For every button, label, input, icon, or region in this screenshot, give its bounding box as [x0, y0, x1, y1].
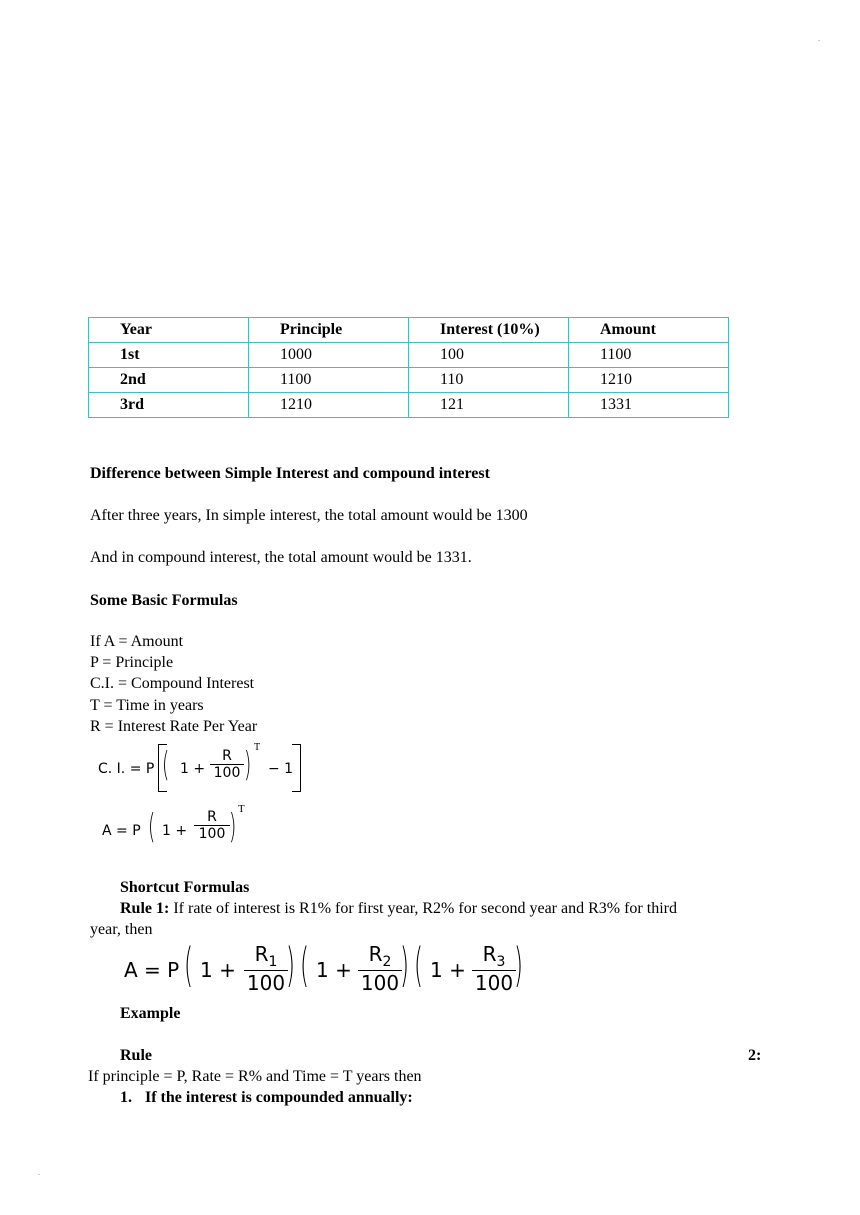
rule2-text: If principle = P, Rate = R% and Time = T years then: [88, 1068, 422, 1085]
rule2-item-number: 1.: [120, 1089, 132, 1106]
header-year: Year: [89, 318, 249, 343]
table-row: [89, 368, 729, 393]
cell-year: 2nd: [89, 368, 249, 393]
rule1-text: If rate of interest is R1% for first year, R2% for second year and R3% for third: [169, 900, 677, 917]
ci-lhs: C. I. = P: [98, 761, 155, 777]
ci-right-bracket: [292, 744, 301, 792]
ci-left-paren: (: [162, 745, 170, 785]
cell-year: 1st: [89, 343, 249, 368]
a-right-paren: ): [229, 807, 237, 847]
a-denominator: 100: [194, 825, 230, 842]
compound-interest-table: [88, 317, 729, 418]
r1-denominator-2: 100: [358, 970, 402, 995]
ci-right-paren: ): [244, 745, 252, 785]
def-compound-interest: C.I. = Compound Interest: [90, 675, 255, 692]
r1-lhs: A = P: [124, 958, 180, 982]
r1-left-paren-1: (: [184, 938, 193, 992]
r1-right-paren-2: ): [400, 938, 409, 992]
page-dot-top: .: [818, 34, 820, 43]
ci-fraction: [210, 748, 244, 781]
r1-num-letter-3: R: [482, 942, 497, 966]
cell-amount: 1100: [569, 343, 729, 368]
r1-denominator-3: 100: [472, 970, 516, 995]
a-exponent: T: [238, 803, 245, 815]
r1-numerator-1: [244, 942, 288, 970]
r1-left-paren-3: (: [414, 938, 423, 992]
rule1-line: [120, 900, 677, 918]
header-amount: Amount: [569, 318, 729, 343]
ci-minus-one: − 1: [268, 761, 294, 777]
r1-num-sub-3: 3: [496, 954, 506, 970]
cell-interest: 121: [409, 393, 569, 418]
def-amount: If A = Amount: [90, 633, 184, 650]
cell-principle: 1100: [249, 368, 409, 393]
rule2-list-item: [120, 1089, 413, 1107]
rule2-label: Rule: [120, 1047, 152, 1064]
simple-interest-text: After three years, In simple interest, the total amount would be 1300: [90, 507, 528, 524]
r1-right-paren-1: ): [286, 938, 295, 992]
table-header-row: [89, 318, 729, 343]
cell-principle: 1000: [249, 343, 409, 368]
formula-compound-interest: [96, 740, 316, 796]
r1-right-paren-3: ): [514, 938, 523, 992]
cell-interest: 100: [409, 343, 569, 368]
rule2-item-text: If the interest is compounded annually:: [145, 1089, 413, 1106]
rule1-label: Rule 1:: [120, 900, 170, 917]
header-principle: Principle: [249, 318, 409, 343]
a-one-plus: 1 +: [162, 823, 188, 839]
compound-interest-text: And in compound interest, the total amount would be 1331.: [90, 549, 472, 566]
example-heading: Example: [120, 1005, 181, 1022]
a-lhs: A = P: [102, 823, 141, 839]
a-left-paren: (: [148, 807, 156, 847]
ci-exponent: T: [254, 742, 261, 753]
header-interest: Interest (10%): [409, 318, 569, 343]
table-row: [89, 343, 729, 368]
table-row: [89, 393, 729, 418]
formula-amount: [96, 803, 256, 859]
basic-formulas-heading: Some Basic Formulas: [90, 592, 238, 609]
r1-one-plus-2: 1 +: [316, 958, 352, 982]
r1-left-paren-2: (: [300, 938, 309, 992]
r1-fraction-3: [472, 942, 516, 995]
cell-interest: 110: [409, 368, 569, 393]
cell-year: 3rd: [89, 393, 249, 418]
r1-fraction-2: [358, 942, 402, 995]
def-time: T = Time in years: [90, 697, 204, 714]
r1-num-letter-1: R: [254, 942, 269, 966]
rule1-continuation: year, then: [90, 921, 153, 938]
page-dot-bottom: .: [38, 1168, 40, 1177]
rule2-number: 2:: [748, 1047, 762, 1064]
r1-fraction-1: [244, 942, 288, 995]
r1-num-sub-2: 2: [382, 954, 392, 970]
ci-denominator: 100: [210, 764, 244, 781]
ci-one-plus: 1 +: [180, 761, 206, 777]
cell-principle: 1210: [249, 393, 409, 418]
r1-one-plus-1: 1 +: [200, 958, 236, 982]
formula-rule1: [120, 938, 540, 1000]
difference-heading: Difference between Simple Interest and compound interest: [90, 465, 490, 482]
r1-numerator-3: [472, 942, 516, 970]
def-rate: R = Interest Rate Per Year: [90, 718, 258, 735]
r1-num-sub-1: 1: [268, 954, 278, 970]
def-principle: P = Principle: [90, 654, 174, 671]
r1-one-plus-3: 1 +: [430, 958, 466, 982]
ci-numerator: R: [222, 748, 232, 764]
r1-numerator-2: [358, 942, 402, 970]
cell-amount: 1210: [569, 368, 729, 393]
r1-denominator-1: 100: [244, 970, 288, 995]
a-fraction: [194, 809, 230, 842]
r1-num-letter-2: R: [368, 942, 383, 966]
a-numerator: R: [207, 809, 217, 825]
shortcut-heading: Shortcut Formulas: [120, 879, 250, 896]
cell-amount: 1331: [569, 393, 729, 418]
